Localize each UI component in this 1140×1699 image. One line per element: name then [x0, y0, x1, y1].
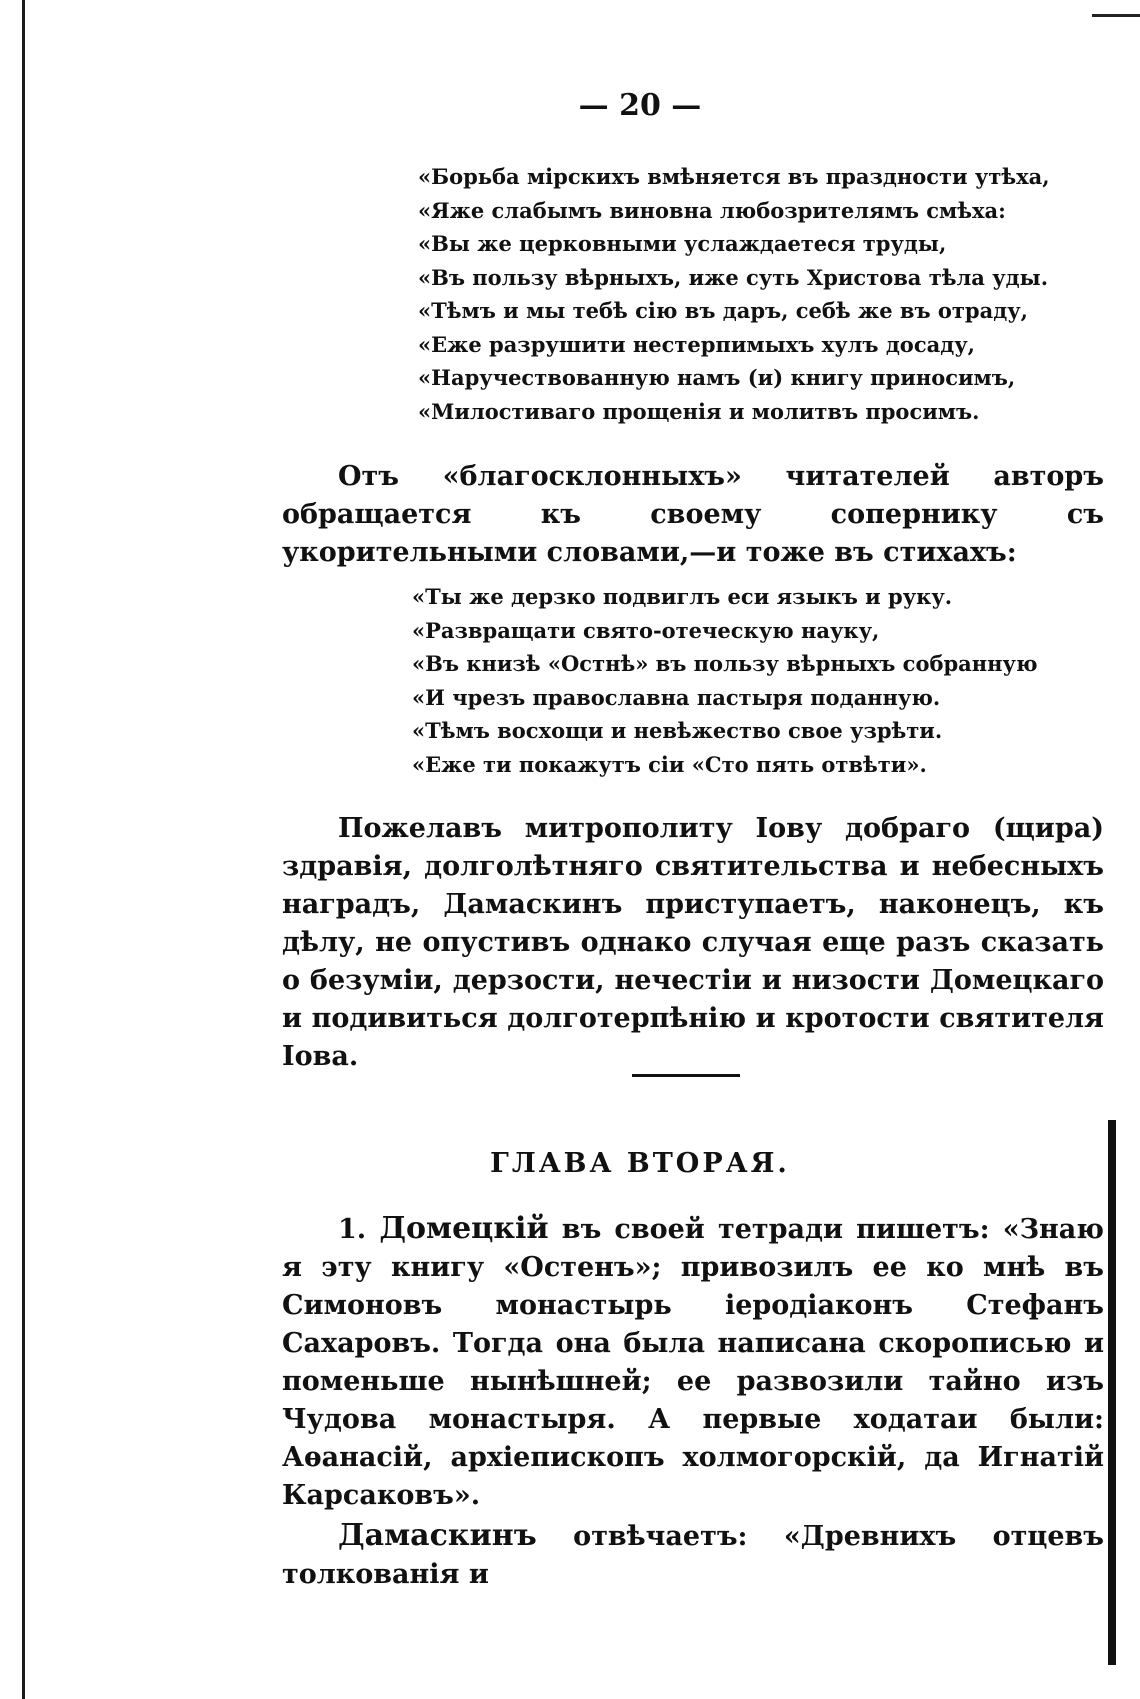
verse-block-1 [418, 160, 1050, 428]
verse-line: «Наручествованную намъ (и) книгу приносимъ, [418, 365, 1016, 390]
verse-line: «Развращати свято-отеческую науку, [412, 617, 880, 643]
paragraph: Отъ «благосклонныхъ» читателей авторъ обращается къ своему сопернику съ укорительными словами,—и тоже въ стихахъ: [282, 461, 1104, 568]
verse-line: «И чрезъ православна пастыря поданную. [412, 684, 941, 710]
verse-line: «Борьба мірскихъ вмѣняется въ праздности утѣха, [418, 164, 1050, 189]
chapter-title: ГЛАВА ВТОРАЯ. [490, 1148, 790, 1179]
scan-top-corner-mark [1092, 14, 1140, 17]
verse-line: «Яже слабымъ виновна любозрителямъ смѣха: [418, 197, 1006, 223]
name-domeckiy: Домецкій [379, 1211, 549, 1246]
verse-line: «Еже разрушити нестерпимыхъ хулъ досаду, [418, 331, 975, 357]
paragraph: Пожелавъ митрополиту Іову добраго (щира) здравія, долголѣтняго святительства и небесныхъ наградъ, Дамаскинъ приступаетъ, наконецъ, къ дѣлу, не опустивъ однако случая еще разъ сказать о безуміи, дерзости, нечестіи и низости Домецкаго и подивиться долготерпѣнію и кротости святителя Іова. [282, 813, 1104, 1072]
verse-line: «Тѣмъ восхощи и невѣжество свое узрѣти. [412, 718, 943, 743]
paragraph-number: 1. [338, 1214, 367, 1245]
section-divider [632, 1074, 740, 1077]
paragraph-block-2 [282, 810, 1104, 1076]
verse-line: «Въ книзѣ «Остнѣ» въ пользу вѣрныхъ собранную [412, 651, 1038, 676]
paragraph-text: отвѣчаетъ: «Древнихъ отцевъ толкованія и [282, 1521, 1104, 1590]
paragraph-block-3 [282, 1210, 1104, 1594]
paragraph-block-1 [282, 458, 1104, 572]
page-number: — 20 — [578, 88, 702, 123]
verse-line: «Еже ти покажутъ сіи «Сто пять отвѣти». [412, 751, 927, 777]
verse-line: «Въ пользу вѣрныхъ, иже суть Христова тѣла уды. [418, 264, 1049, 290]
paragraph [282, 1517, 1104, 1594]
paragraph [282, 1210, 1104, 1515]
verse-line: «Тѣмъ и мы тебѣ сію въ даръ, себѣ же въ отраду, [418, 298, 1028, 323]
verse-line: «Ты же дерзко подвиглъ еси языкъ и руку. [412, 584, 953, 609]
paragraph-text: въ своей тетради пишетъ: «Знаю я эту книгу «Остенъ»; привозилъ ее ко мнѣ въ Симоновъ монастырь іеродіаконъ Стефанъ Сахаровъ. Тогда она была написана скорописью и поменьше нынѣшней; ее развозили тайно изъ Чудова монастыря. А первые ходатаи были: Аѳанасій, архіепископъ холмогорскій, да Игнатій Карсаковъ». [282, 1214, 1104, 1511]
scan-left-edge [22, 0, 25, 1699]
verse-line: «Милостиваго прощенія и молитвъ просимъ. [418, 398, 980, 424]
verse-block-2 [412, 580, 1038, 781]
name-damaskin: Дамаскинъ [338, 1518, 537, 1553]
scan-right-edge [1108, 1120, 1116, 1665]
verse-line: «Вы же церковными услаждаетеся труды, [418, 231, 947, 256]
